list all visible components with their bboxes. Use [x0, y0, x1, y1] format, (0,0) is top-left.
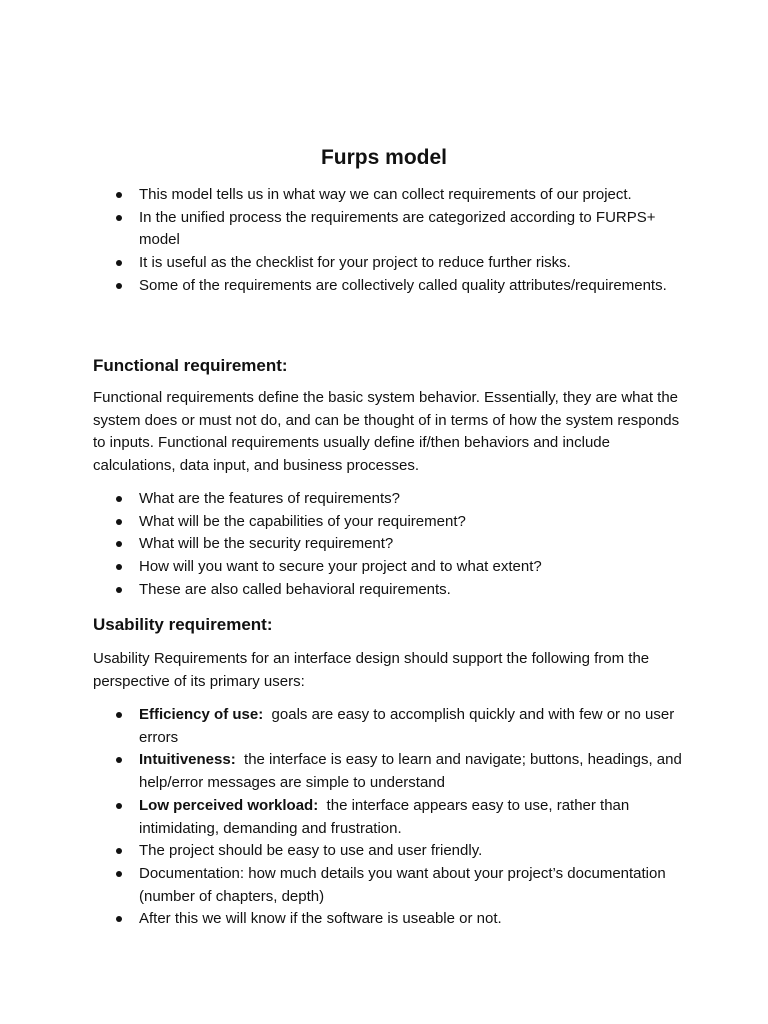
bullet-icon [116, 848, 122, 854]
item-label: Intuitiveness: [139, 751, 236, 769]
list-item: These are also called behavioral requirements. [93, 579, 683, 602]
item-label: Efficiency of use: [139, 706, 264, 723]
bullet-icon [116, 757, 122, 763]
list-item: Documentation: how much details you want about your project’s documentation (number of chapters, depth) [93, 863, 683, 908]
list-item: Low perceived workload: the interface appears easy to use, rather than intimidating, demanding and frustration. [93, 795, 683, 840]
functional-bullet-list [93, 488, 683, 602]
bullet-icon [116, 519, 122, 525]
intro-bullet-list [93, 184, 683, 298]
list-item: After this we will know if the software is useable or not. [93, 908, 683, 931]
bullet-icon [116, 803, 122, 809]
bullet-icon [116, 496, 122, 502]
bullet-icon [116, 712, 122, 718]
document-title: Furps model [320, 146, 447, 169]
list-item: What will be the security requirement? [93, 533, 683, 556]
functional-paragraph: Functional requirements define the basic system behavior. Essentially, they are what the system does or must not do, and can be thought of in terms of how the system responds to inputs. Functional requirements usually define if/then behaviors and include calculations, data input, and business processes. [93, 389, 680, 475]
bullet-icon [116, 260, 122, 266]
usability-heading: Usability requirement: [93, 615, 273, 634]
list-item: This model tells us in what way we can collect requirements of our project. [93, 184, 683, 207]
bullet-icon [116, 587, 122, 593]
list-item: What are the features of requirements? [93, 488, 683, 511]
bullet-icon [116, 871, 122, 877]
bullet-icon [116, 215, 122, 221]
usability-paragraph: Usability Requirements for an interface design should support the following from the perspective of its primary users: [93, 650, 650, 690]
list-item: Efficiency of use: goals are easy to accomplish quickly and with few or no user errors [93, 704, 683, 749]
list-item: In the unified process the requirements are categorized according to FURPS+ model [93, 207, 683, 252]
list-item: What will be the capabilities of your requirement? [93, 511, 683, 534]
bullet-icon [116, 192, 122, 198]
bullet-icon [116, 564, 122, 570]
bullet-icon [116, 541, 122, 547]
functional-heading: Functional requirement: [93, 356, 288, 375]
usability-bullet-list [93, 704, 686, 931]
list-item: It is useful as the checklist for your project to reduce further risks. [93, 252, 683, 275]
bullet-icon [116, 283, 122, 289]
list-item: Intuitiveness: the interface is easy to learn and navigate; buttons, headings, and help/error messages are simple to understand [93, 749, 683, 794]
list-item: How will you want to secure your project and to what extent? [93, 556, 683, 579]
item-label: Low perceived workload: [139, 796, 319, 814]
bullet-icon [116, 916, 122, 922]
list-item: Some of the requirements are collectively called quality attributes/requirements. [93, 275, 683, 298]
list-item: The project should be easy to use and user friendly. [93, 840, 683, 863]
